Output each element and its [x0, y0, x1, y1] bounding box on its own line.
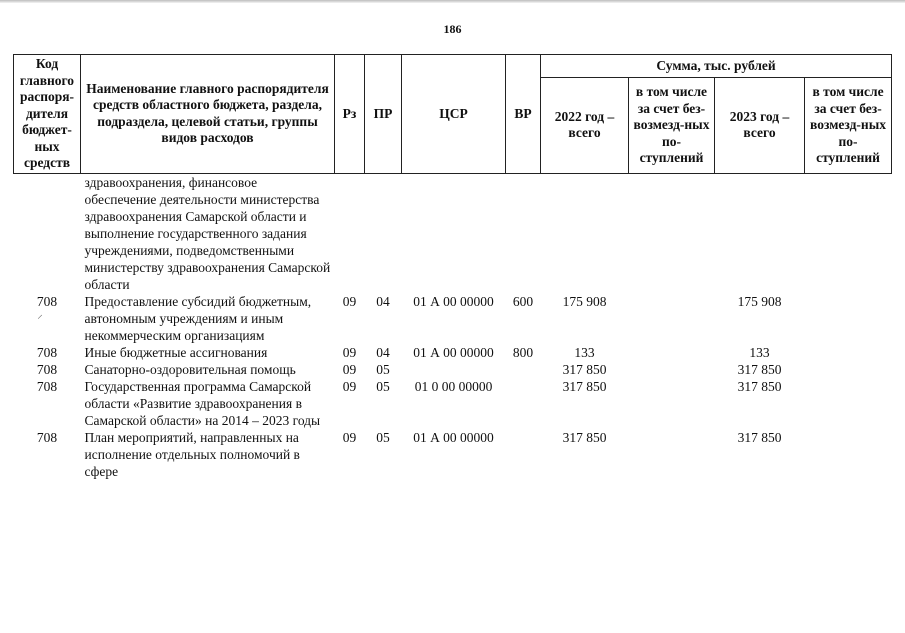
table-row [14, 429, 892, 480]
cell-code: 708 [36, 344, 58, 360]
cell-2023: 317 850 [737, 378, 782, 394]
cell-vr: 800 [512, 344, 534, 360]
cell-vr [506, 173, 541, 293]
cell-name: Предоставление субсидий бюджетным, автономным учреждениям и иным некоммерческим организациям [84, 293, 312, 343]
table-row [14, 344, 892, 361]
table-row [14, 378, 892, 429]
table-row [14, 361, 892, 378]
cell-2023-free [805, 173, 892, 293]
cell-code [14, 173, 81, 293]
header-pr: ПР [365, 55, 402, 174]
cell-2023: 317 850 [737, 361, 782, 377]
budget-table [13, 54, 892, 480]
header-code: Код главного распоря-дителя бюджет-ных средств [14, 55, 81, 174]
cell-code: 708 [36, 361, 58, 377]
cell-2022-free [629, 293, 715, 344]
cell-2023 [715, 173, 805, 293]
cell-2023-free [805, 378, 892, 429]
page-number: 186 [443, 22, 462, 36]
cell-2023-free [805, 293, 892, 344]
cell-csr: 01 А 00 00000 [413, 344, 494, 360]
cell-2022-free [629, 361, 715, 378]
cell-2022: 133 [574, 344, 595, 360]
cell-2022 [541, 173, 629, 293]
cell-2022: 317 850 [562, 378, 607, 394]
header-name: Наименование главного распорядителя средств областного бюджета, раздела, подраздела, целевой статьи, группы видов расходов [81, 55, 335, 174]
cell-rz: 09 [342, 361, 357, 377]
cell-2023: 317 850 [737, 429, 782, 445]
cell-vr: 600 [512, 293, 534, 309]
cell-rz: 09 [342, 378, 357, 394]
header-2022-total: 2022 год – всего [541, 78, 629, 174]
cell-csr [402, 173, 506, 293]
cell-2022-free [629, 173, 715, 293]
cell-name: Иные бюджетные ассигнования [84, 344, 268, 360]
header-csr: ЦСР [402, 55, 506, 174]
cell-2023-free [805, 429, 892, 480]
cell-2023-free [805, 344, 892, 361]
cell-2022: 175 908 [562, 293, 607, 309]
cell-code: 708 [36, 429, 58, 445]
cell-pr: 04 [376, 344, 390, 360]
table-row [14, 173, 892, 293]
cell-vr [506, 378, 541, 429]
table-row [14, 293, 892, 344]
cell-csr [402, 361, 506, 378]
cell-pr: 05 [376, 429, 390, 445]
cell-name: здравоохранения, финансовое обеспечение деятельности министерства здравоохранения Самарской области и выполнение государственного задания учреждениями, подведомственными министерству здравоохранения Самарской области [84, 174, 331, 292]
scan-pen-mark: ⸝ [37, 308, 43, 321]
cell-csr: 01 А 00 00000 [413, 293, 494, 309]
header-sum: Сумма, тыс. рублей [541, 55, 892, 78]
cell-2023: 133 [749, 344, 770, 360]
cell-pr: 04 [376, 293, 390, 309]
cell-rz: 09 [342, 344, 357, 360]
cell-2023-free [805, 361, 892, 378]
cell-rz: 09 [342, 429, 357, 445]
cell-name: Государственная программа Самарской области «Развитие здравоохранения в Самарской области» на 2014 – 2023 годы [84, 378, 321, 428]
cell-rz: 09 [342, 293, 357, 309]
cell-name: Санаторно-оздоровительная помощь [84, 361, 296, 377]
header-rz: Рз [335, 55, 365, 174]
header-vr: ВР [506, 55, 541, 174]
header-2022-free: в том числе за счет без-возмезд-ных по-ступлений [629, 78, 715, 174]
cell-csr: 01 А 00 00000 [413, 429, 494, 445]
header-2023-free: в том числе за счет без-возмезд-ных по-ступлений [805, 78, 892, 174]
cell-pr: 05 [376, 361, 390, 377]
cell-2022-free [629, 429, 715, 480]
cell-vr [506, 361, 541, 378]
cell-2022-free [629, 378, 715, 429]
cell-2022-free [629, 344, 715, 361]
cell-code: 708 ⸝ [14, 293, 81, 344]
cell-name: План мероприятий, направленных на исполнение отдельных полномочий в сфере [84, 429, 300, 479]
cell-pr: 05 [376, 378, 390, 394]
cell-rz [335, 173, 365, 293]
scan-top-edge [0, 0, 905, 3]
header-2023-total: 2023 год – всего [715, 78, 805, 174]
cell-csr: 01 0 00 00000 [414, 378, 493, 394]
cell-2023: 175 908 [737, 293, 782, 309]
cell-2022: 317 850 [562, 361, 607, 377]
cell-2022: 317 850 [562, 429, 607, 445]
cell-vr [506, 429, 541, 480]
cell-pr [365, 173, 402, 293]
cell-code: 708 [36, 378, 58, 394]
